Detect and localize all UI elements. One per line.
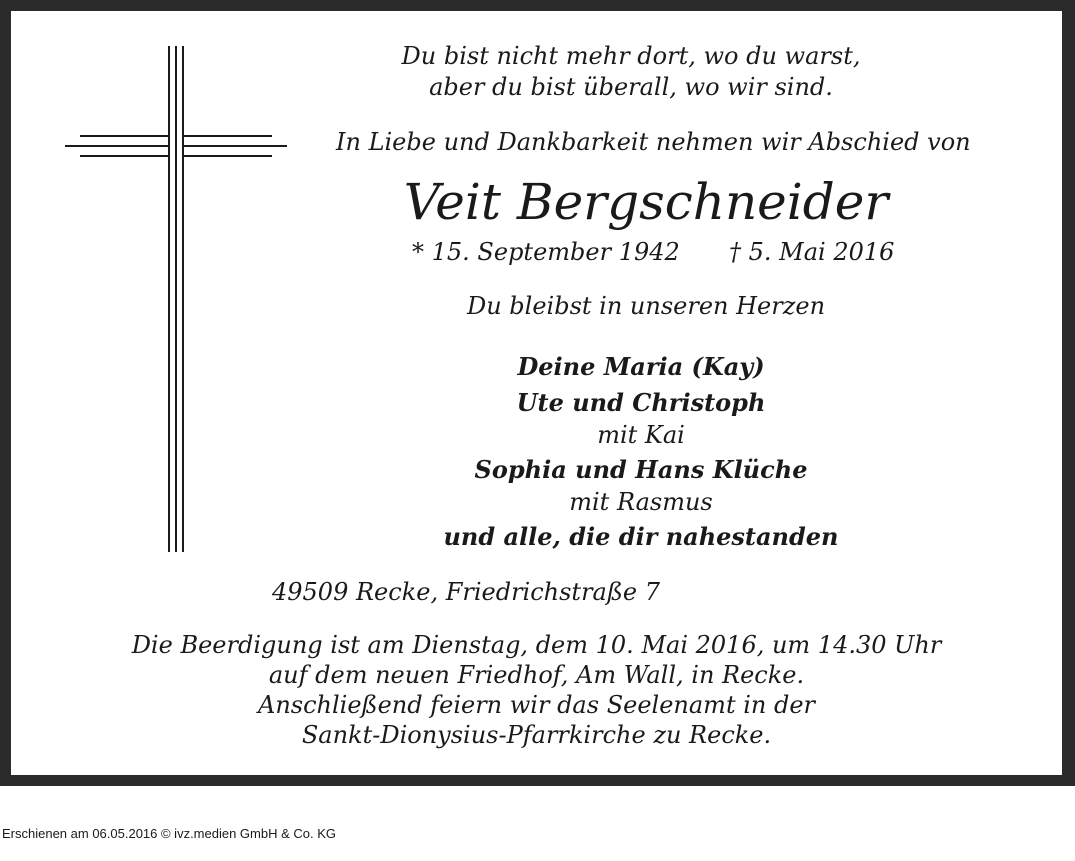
remembrance-line: Du bleibst in unseren Herzen [466,292,826,320]
mourner-line: Ute und Christoph [516,388,766,417]
cross-icon [65,46,287,554]
address-line: 49509 Recke, Friedrichstraße 7 [272,578,660,606]
mourner-line: mit Kai [597,421,685,449]
funeral-line: auf dem neuen Friedhof, Am Wall, in Recke. [268,661,805,689]
mourner-line: mit Rasmus [569,488,713,516]
birth-date: * 15. September 1942 [412,238,680,266]
funeral-line: Sankt-Dionysius-Pfarrkirche zu Recke. [301,721,772,749]
publication-credit: Erschienen am 06.05.2016 © ivz.medien GmbH & Co. KG [2,826,337,841]
mourner-line: und alle, die dir nahestanden [443,522,839,551]
mourner-line: Sophia und Hans Klüche [474,455,808,484]
mourner-line: Deine Maria (Kay) [517,352,765,381]
funeral-line: Anschließend feiern wir das Seelenamt in der [257,691,816,719]
funeral-line: Die Beerdigung ist am Dienstag, dem 10. Mai 2016, um 14.30 Uhr [131,631,942,659]
death-date: † 5. Mai 2016 [729,238,895,266]
quote-line-1: Du bist nicht mehr dort, wo du warst, [401,42,861,70]
farewell-line: In Liebe und Dankbarkeit nehmen wir Abschied von [336,128,971,156]
obituary-card [11,11,1062,775]
deceased-name: Veit Bergschneider [403,173,889,231]
quote-line-2: aber du bist überall, wo wir sind. [429,73,833,101]
